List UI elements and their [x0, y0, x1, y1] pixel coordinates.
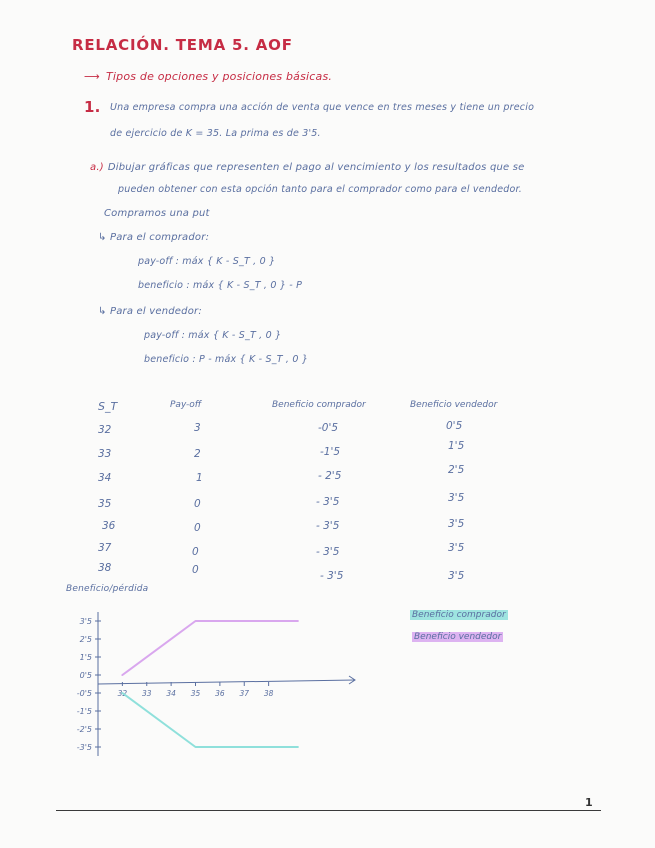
x-tick-label: 32: [117, 689, 128, 698]
seller-heading: ↳ Para el vendedor:: [98, 306, 202, 317]
buyer-payoff: pay-off : máx { K - S_T , 0 }: [138, 256, 276, 267]
table-cell: 0'5: [446, 420, 463, 432]
y-tick-label: 2'5: [79, 635, 92, 644]
part-a-label: a.): [90, 162, 104, 173]
x-tick-label: 35: [190, 689, 201, 698]
table-cell: 0: [194, 522, 201, 534]
exercise-statement-line1: Una empresa compra una acción de venta que vence en tres meses y tiene un precio: [110, 102, 535, 113]
page-bottom-rule: [56, 810, 601, 811]
page-number: 1: [585, 796, 593, 809]
table-cell: 1: [196, 472, 203, 484]
table-cell: 2: [194, 448, 201, 460]
table-cell: - 2'5: [318, 470, 342, 482]
legend-buyer: Beneficio comprador: [412, 610, 506, 620]
table-cell: 0: [194, 498, 201, 510]
table-cell: - 3'5: [320, 570, 344, 582]
bought-put-note: Compramos una put: [104, 208, 210, 219]
table-header-buyer: Beneficio comprador: [272, 400, 366, 410]
table-cell: -0'5: [318, 422, 339, 434]
table-cell: 3'5: [448, 492, 465, 504]
table-cell: 35: [98, 498, 112, 510]
table-cell: 36: [102, 520, 116, 532]
part-a-line1: [90, 162, 525, 173]
table-cell: - 3'5: [316, 520, 340, 532]
seller-payoff: pay-off : máx { K - S_T , 0 }: [144, 330, 282, 341]
table-cell: 3'5: [448, 570, 465, 582]
y-tick-label: -3'5: [76, 743, 92, 752]
y-tick-label: -0'5: [76, 689, 92, 698]
x-tick-label: 34: [166, 689, 176, 698]
table-header-st: S_T: [98, 400, 118, 413]
x-tick-label: 33: [141, 689, 152, 698]
x-tick-label: 37: [239, 689, 250, 698]
x-tick-label: 36: [215, 689, 225, 698]
legend-seller: Beneficio vendedor: [414, 632, 502, 642]
x-tick-label: 38: [263, 689, 274, 698]
y-tick-label: 3'5: [79, 617, 92, 626]
buyer-series-line: [122, 621, 298, 675]
chart-title: Beneficio/pérdida: [66, 584, 149, 594]
table-cell: 33: [98, 448, 112, 460]
arrow-icon: ⟶: [84, 70, 100, 83]
buyer-benefit: beneficio : máx { K - S_T , 0 } - P: [138, 280, 303, 291]
table-cell: - 3'5: [316, 496, 340, 508]
x-axis: [98, 680, 355, 684]
page-subtitle: [84, 70, 332, 83]
table-cell: - 3'5: [316, 546, 340, 558]
y-tick-label: -1'5: [76, 707, 92, 716]
table-cell: 3: [194, 422, 201, 434]
profit-chart: [60, 596, 370, 766]
y-tick-label: 0'5: [79, 671, 92, 680]
table-header-seller: Beneficio vendedor: [410, 400, 498, 410]
page-title: RELACIÓN. TEMA 5. AOF: [72, 36, 293, 54]
table-cell: 38: [98, 562, 112, 574]
table-cell: 0: [192, 564, 199, 576]
buyer-heading: ↳ Para el comprador:: [98, 232, 210, 243]
part-a-text: Dibujar gráficas que representen el pago al vencimiento y los resultados que se: [107, 162, 525, 173]
exercise-number: 1.: [84, 98, 101, 116]
table-cell: 1'5: [448, 440, 465, 452]
table-cell: 0: [192, 546, 199, 558]
seller-benefit: beneficio : P - máx { K - S_T , 0 }: [144, 354, 309, 365]
table-cell: 3'5: [448, 518, 465, 530]
subtitle-text: Tipos de opciones y posiciones básicas.: [105, 70, 333, 83]
y-tick-label: -2'5: [76, 725, 92, 734]
table-cell: 37: [98, 542, 112, 554]
table-cell: -1'5: [320, 446, 341, 458]
table-cell: 34: [98, 472, 112, 484]
table-cell: 32: [98, 424, 112, 436]
seller-series-line: [122, 693, 298, 747]
y-tick-label: 1'5: [79, 653, 92, 662]
table-cell: 2'5: [448, 464, 465, 476]
part-a-line2: pueden obtener con esta opción tanto para el comprador como para el vendedor.: [118, 184, 522, 195]
table-cell: 3'5: [448, 542, 465, 554]
exercise-statement-line2: de ejercicio de K = 35. La prima es de 3'5.: [110, 128, 321, 139]
table-header-payoff: Pay-off: [170, 400, 202, 410]
